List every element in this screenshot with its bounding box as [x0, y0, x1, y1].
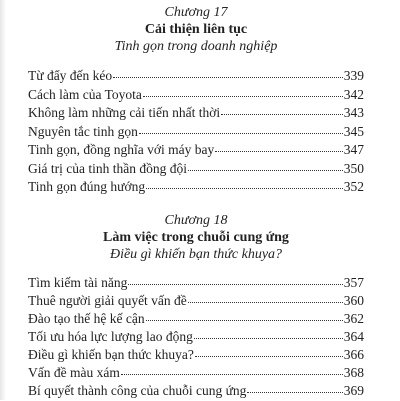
entry-title: Tinh gọn đúng hướng — [28, 179, 146, 194]
chapter-18 — [28, 212, 364, 401]
toc-entries — [28, 68, 364, 198]
entry-page: 345 — [343, 123, 364, 139]
entry-page: 350 — [343, 160, 364, 176]
toc-entries — [28, 275, 364, 401]
entry-page: 368 — [343, 365, 364, 380]
dot-leader — [215, 151, 342, 152]
dot-leader — [143, 96, 343, 97]
dot-leader — [146, 188, 343, 189]
entry-page: 339 — [343, 68, 364, 83]
dot-leader — [113, 77, 343, 78]
toc-entry[interactable] — [28, 68, 364, 87]
entry-page: 364 — [343, 329, 364, 344]
page-edge-shadow — [0, 0, 6, 400]
entry-title: Vấn đề màu xám — [28, 365, 120, 380]
dot-leader — [139, 133, 343, 134]
entry-title: Giá trị của tinh thần đồng đội — [28, 160, 187, 176]
entry-title: Tối ưu hóa lực lượng lao động — [28, 329, 193, 344]
entry-page: 342 — [343, 86, 364, 102]
entry-page: 343 — [343, 105, 364, 120]
dot-leader — [188, 302, 343, 303]
dot-leader — [188, 170, 343, 171]
chapter-heading — [28, 212, 364, 263]
dot-leader — [146, 320, 343, 321]
toc-entry[interactable] — [28, 161, 364, 180]
entry-title: Đào tạo thế hệ kế cận — [28, 311, 145, 326]
dot-leader — [195, 356, 343, 357]
dot-leader — [128, 284, 342, 285]
entry-title: Từ đẩy đến kéo — [28, 68, 113, 83]
toc-entry[interactable] — [28, 329, 364, 347]
chapter-17 — [28, 4, 364, 198]
dot-leader — [247, 392, 342, 393]
toc-entry[interactable] — [28, 142, 364, 161]
toc-entry[interactable] — [28, 293, 364, 311]
entry-title: Điều gì khiến bạn thức khuya? — [28, 347, 194, 362]
entry-title: Tinh gọn, đồng nghĩa với máy bay — [28, 142, 215, 157]
entry-page: 347 — [343, 142, 364, 157]
entry-page: 360 — [343, 293, 364, 308]
chapter-title: Cải thiện liên tục — [144, 22, 248, 37]
toc-entry[interactable] — [28, 365, 364, 383]
toc-entry[interactable] — [28, 179, 364, 198]
chapter-heading — [28, 4, 364, 55]
chapter-subtitle: Điều gì khiến bạn thức khuya? — [109, 247, 283, 262]
toc-entry[interactable] — [28, 347, 364, 365]
chapter-number: Chương 18 — [164, 213, 228, 228]
entry-title: Bí quyết thành công của chuỗi cung ứng — [28, 383, 247, 398]
entry-page: 366 — [343, 347, 364, 362]
entry-title: Thuê người giải quyết vấn đề — [28, 293, 187, 308]
toc-entry[interactable] — [28, 275, 364, 293]
dot-leader — [121, 374, 343, 375]
toc-entry[interactable] — [28, 311, 364, 329]
chapter-title: Làm việc trong chuỗi cung ứng — [103, 230, 289, 245]
dot-leader — [221, 114, 343, 115]
entry-title: Tìm kiếm tài năng — [28, 275, 128, 290]
chapter-subtitle: Tinh gọn trong doanh nghiệp — [114, 39, 278, 54]
entry-title: Không làm những cải tiến nhất thời — [28, 105, 221, 120]
entry-title: Cách làm của Toyota — [28, 86, 142, 102]
entry-title: Nguyên tắc tinh gọn — [28, 123, 138, 139]
entry-page: 369 — [343, 383, 364, 398]
toc-entry[interactable] — [28, 124, 364, 143]
entry-page: 352 — [343, 179, 364, 194]
toc-entry[interactable] — [28, 105, 364, 124]
entry-page: 357 — [343, 275, 364, 290]
dot-leader — [194, 338, 343, 339]
chapter-number: Chương 17 — [164, 5, 228, 20]
toc-entry[interactable] — [28, 87, 364, 106]
toc-entry[interactable] — [28, 383, 364, 401]
entry-page: 362 — [343, 311, 364, 326]
